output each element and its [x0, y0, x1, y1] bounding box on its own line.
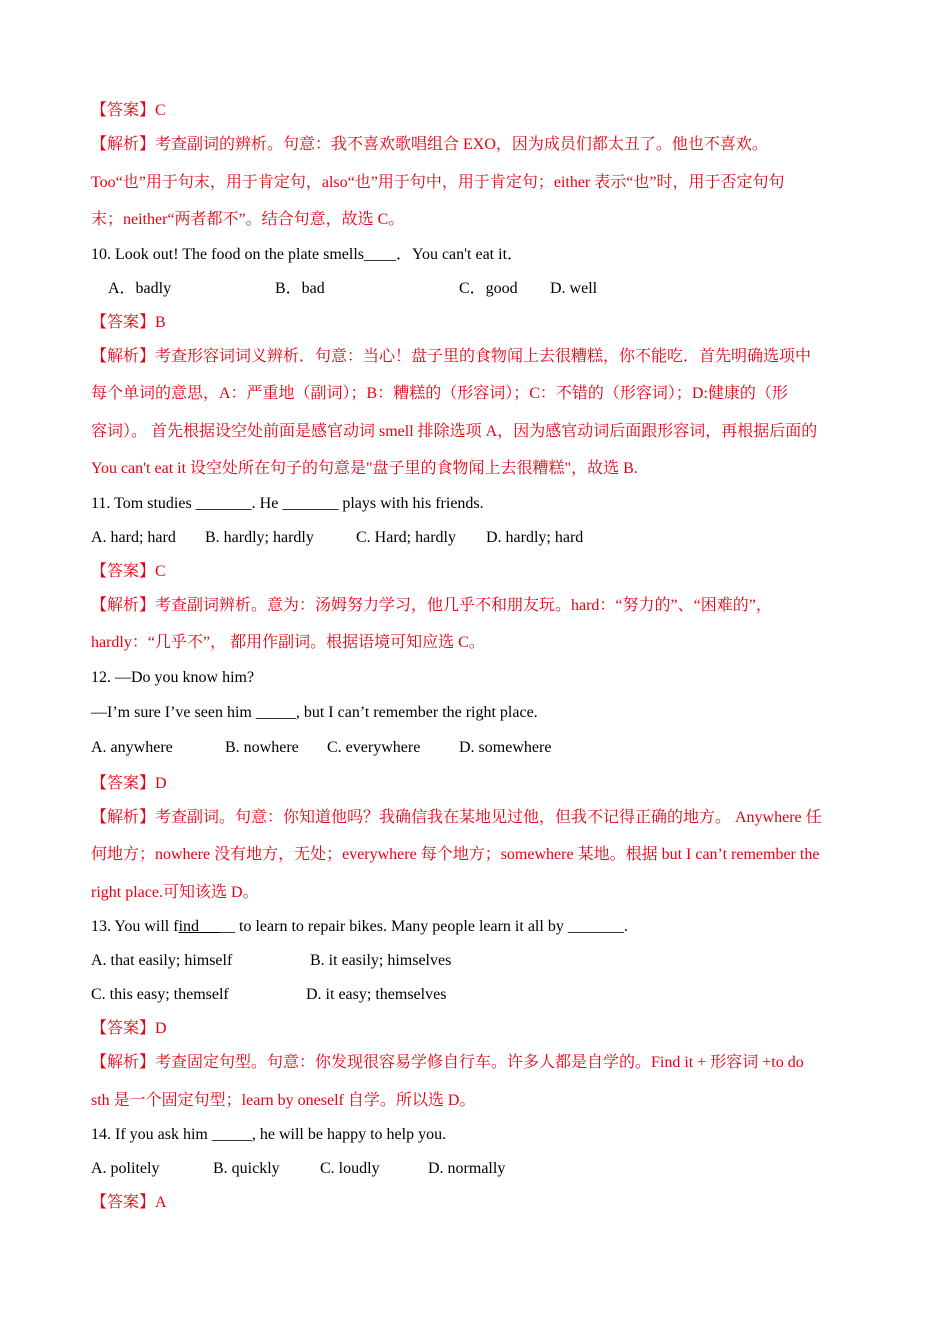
q11-option-b: B. hardly; hardly	[205, 529, 314, 546]
q12-option-c: C. everywhere	[327, 739, 421, 756]
q12-stem-1: 12. —Do you know him?	[91, 669, 255, 686]
q9-analysis-line-3: 末；neither“两者都不”。结合句意，故选 C。	[91, 211, 405, 228]
q12-stem-2: —I’m sure I’ve seen him _____, but I can’t remember the right place.	[91, 704, 538, 721]
q10-option-c: C．good	[459, 280, 518, 297]
q14-option-c: C. loudly	[320, 1160, 380, 1177]
q11-option-c: C. Hard; hardly	[356, 529, 456, 546]
q12-option-a: A. anywhere	[91, 739, 173, 756]
q13-option-c: C. this easy; themself	[91, 986, 229, 1003]
q11-analysis-line-2: hardly：“几乎不”， 都用作副词。根据语境可知应选 C。	[91, 634, 485, 651]
q13-option-a: A. that easily; himself	[91, 952, 233, 969]
q14-stem: 14. If you ask him _____, he will be happy to help you.	[91, 1126, 447, 1143]
q10-option-d: D. well	[550, 280, 598, 297]
q13-stem	[91, 916, 881, 938]
q12-option-d: D. somewhere	[459, 739, 552, 756]
q11-analysis-line-1: 【解析】考查副词辨析。意为：汤姆努力学习，他几乎不和朋友玩。hard：“努力的”、“困难的”，	[91, 597, 772, 614]
q13-option-b: B. it easily; himselves	[310, 952, 452, 969]
q10-stem: 10. Look out! The food on the plate smells____．You can't eat it．	[91, 246, 524, 263]
q13-analysis-line-1: 【解析】考查固定句型。句意：你发现很容易学修自行车。许多人都是自学的。Find it + 形容词 +to do	[91, 1054, 804, 1071]
q10-analysis-line-3: 容词）。 首先根据设空处前面是感官动词 smell 排除选项 A，因为感官动词后面跟形容词，再根据后面的	[91, 423, 818, 440]
q13-answer: 【答案】D	[91, 1020, 167, 1037]
q11-stem: 11. Tom studies _______. He _______ plays with his friends.	[91, 495, 484, 512]
q13-stem-underlined: ind __	[178, 918, 220, 935]
q12-analysis-line-1: 【解析】考查副词。句意：你知道他吗？我确信我在某地见过他，但我不记得正确的地方。 Anywhere 任	[91, 809, 822, 826]
q9-answer: 【答案】C	[91, 102, 166, 119]
q10-option-a: A．badly	[108, 280, 172, 297]
q14-option-d: D. normally	[428, 1160, 506, 1177]
q13-option-d: D. it easy; themselves	[306, 986, 447, 1003]
q13-stem-start: 13. You will f	[91, 918, 179, 935]
q10-analysis-line-4: You can't eat it 设空处所在句子的句意是"盘子里的食物闻上去很糟糕"，故选 B.	[91, 460, 638, 477]
q11-option-d: D. hardly; hard	[486, 529, 584, 546]
q14-answer: 【答案】A	[91, 1194, 167, 1211]
q14-option-a: A. politely	[91, 1160, 160, 1177]
q10-analysis-line-1: 【解析】考查形容词词义辨析．句意：当心！盘子里的食物闻上去很糟糕，你不能吃．首先明确选项中	[91, 348, 812, 365]
q11-option-a: A. hard; hard	[91, 529, 176, 546]
q9-analysis-line-1: 【解析】考查副词的辨析。句意：我不喜欢歌唱组合 EXO，因为成员们都太丑了。他也不喜欢。	[91, 136, 768, 153]
q12-option-b: B. nowhere	[225, 739, 299, 756]
q12-analysis-line-3: right place.可知该选 D。	[91, 884, 259, 901]
q10-analysis-line-2: 每个单词的意思，A：严重地（副词）；B：糟糕的（形容词）；C：不错的（形容词）；D:健康的（形	[91, 385, 788, 402]
q10-answer: 【答案】B	[91, 314, 166, 331]
q13-analysis-line-2: sth 是一个固定句型；learn by oneself 自学。所以选 D。	[91, 1092, 476, 1109]
q11-answer: 【答案】C	[91, 563, 166, 580]
q10-option-b: B．bad	[275, 280, 325, 297]
q13-stem-end: __ to learn to repair bikes. Many people learn it all by _______.	[219, 918, 628, 935]
q12-answer: 【答案】D	[91, 775, 167, 792]
q14-option-b: B. quickly	[213, 1160, 280, 1177]
q9-analysis-line-2: Too“也”用于句末，用于肯定句，also“也”用于句中，用于肯定句；either 表示“也”时，用于否定句句	[91, 174, 785, 191]
q12-analysis-line-2: 何地方；nowhere 没有地方，无处；everywhere 每个地方；somewhere 某地。根据 but I can’t remember the	[91, 846, 820, 863]
